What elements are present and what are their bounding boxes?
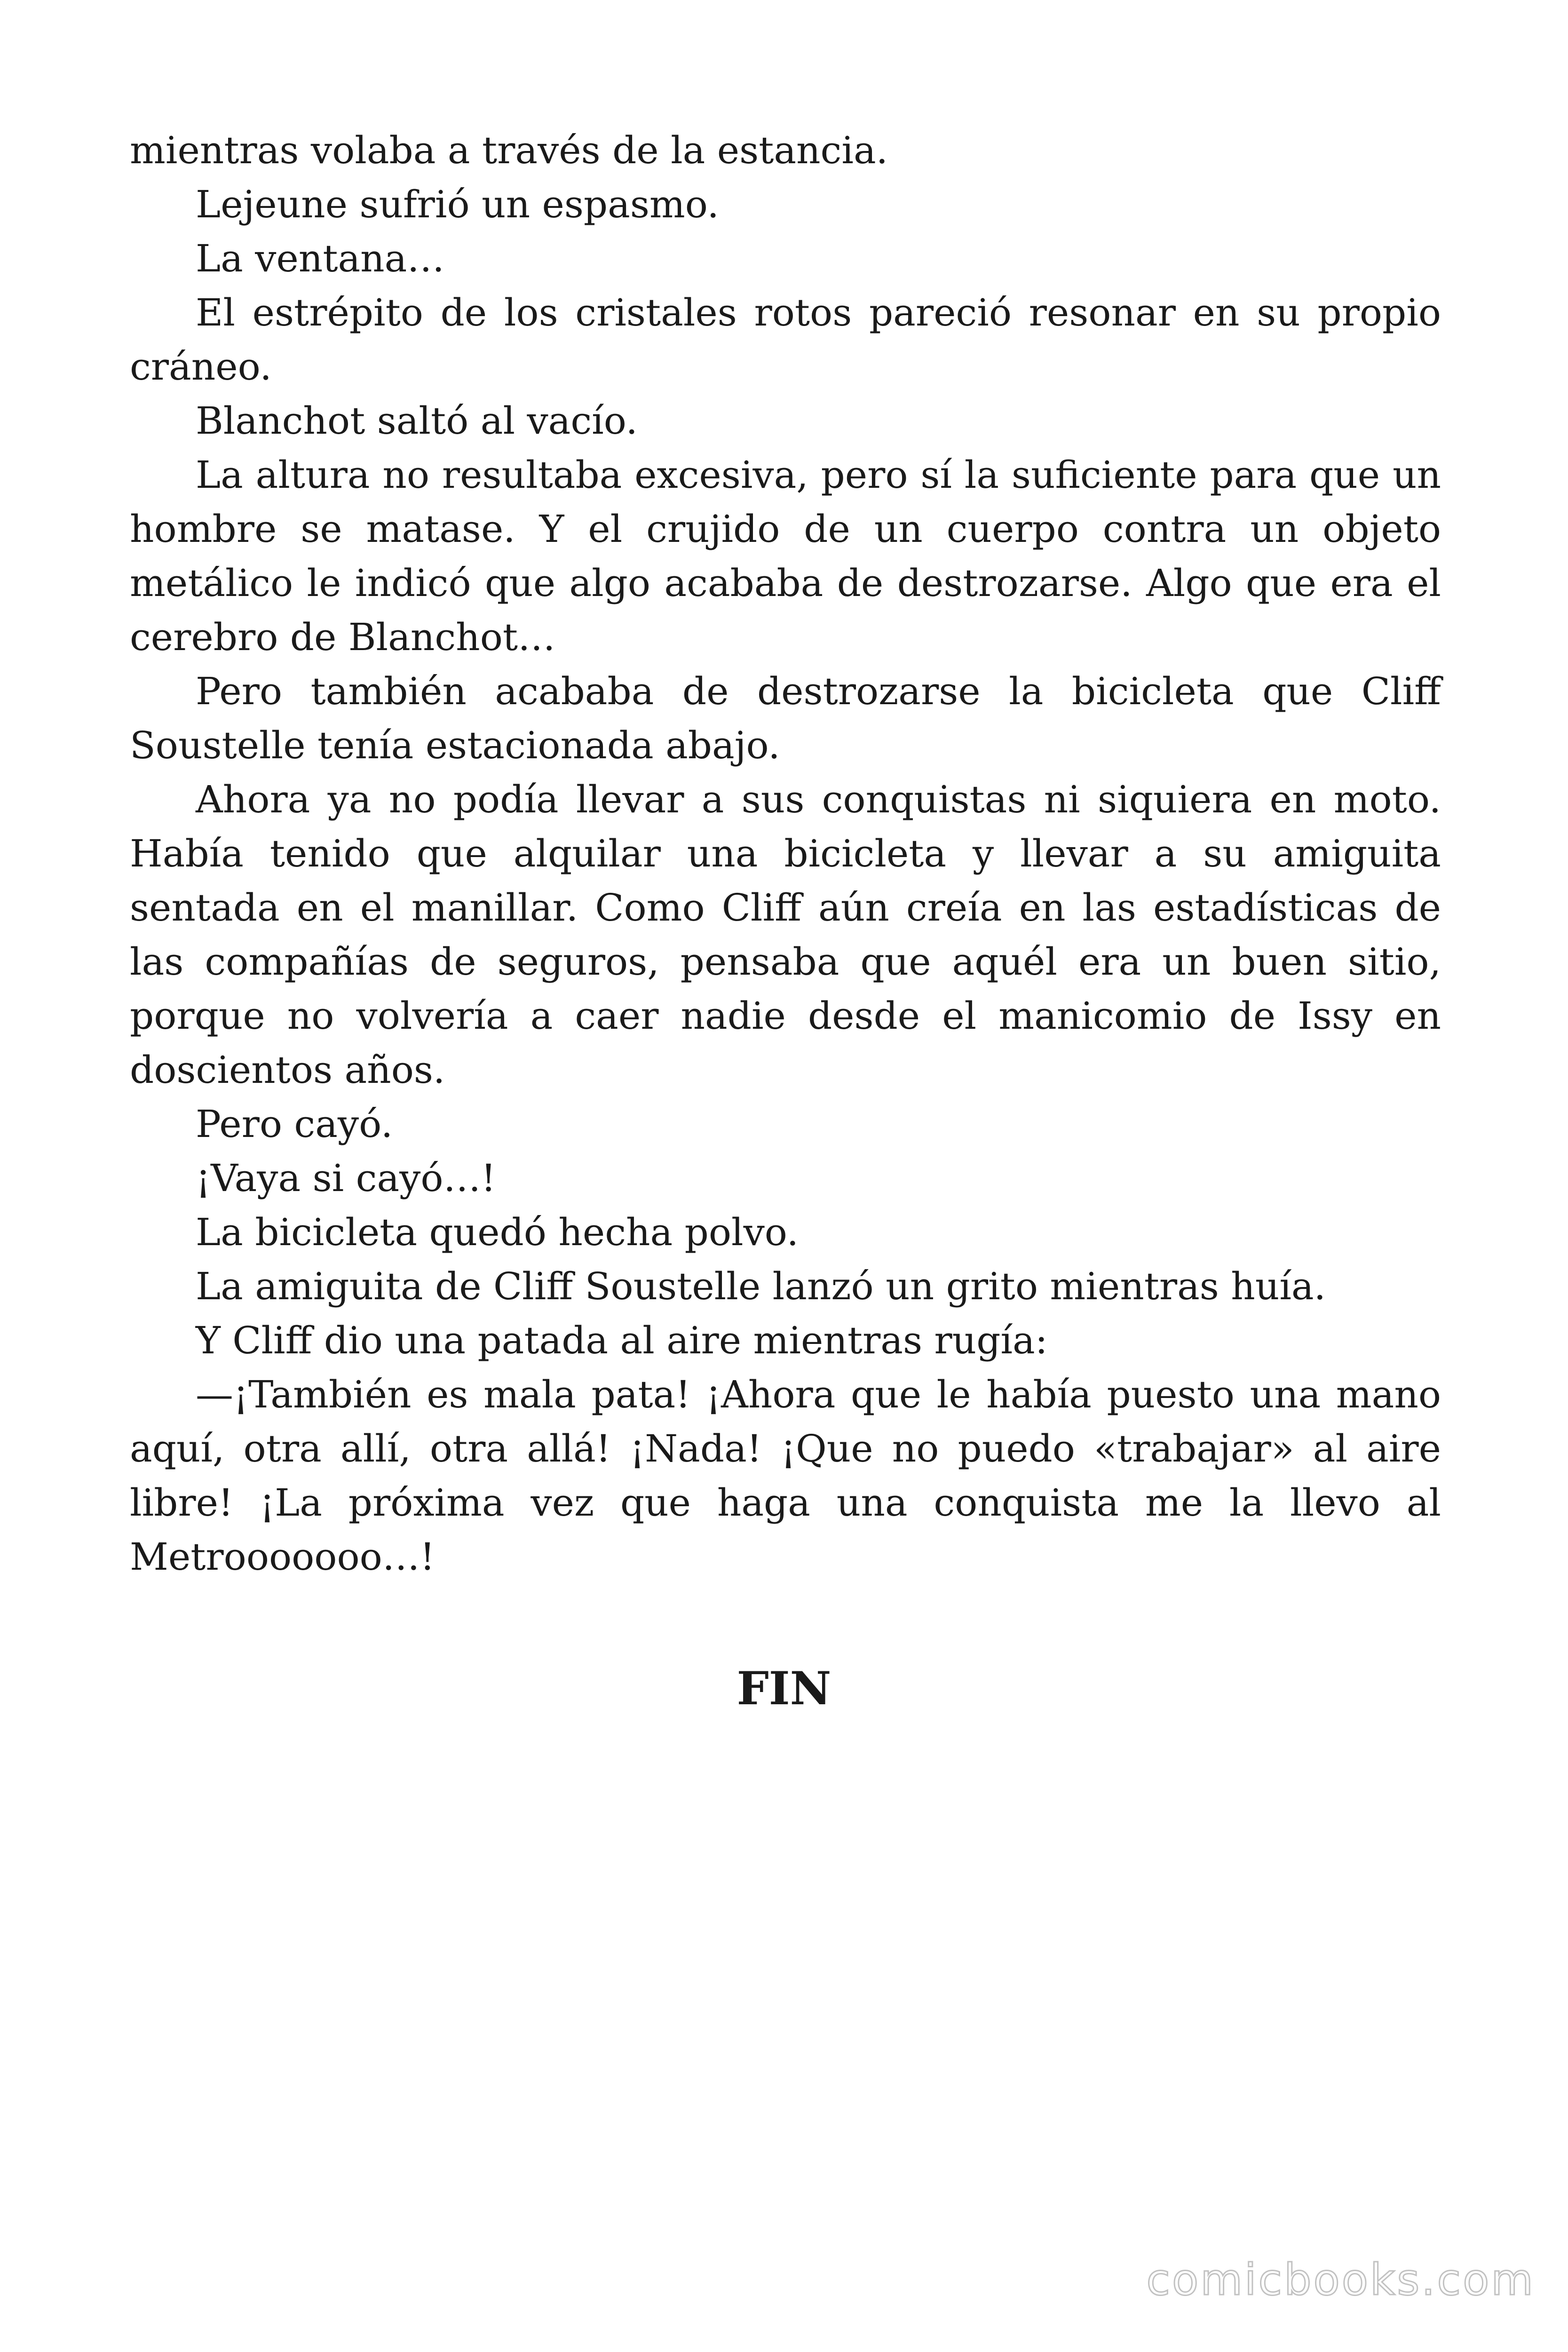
- paragraph-5: Blanchot saltó al vacío.: [196, 399, 638, 443]
- watermark: comicbooks.com: [1146, 2255, 1535, 2305]
- body-text: [130, 123, 1441, 1584]
- paragraph-13: Y Cliff dio una patada al aire mientras rugía:: [196, 1319, 1048, 1362]
- paragraph-10: ¡Vaya si cayó…!: [196, 1156, 496, 1200]
- paragraph-8: Ahora ya no podía llevar a sus conquistas ni siquiera en moto. Había tenido que alquilar una bicicleta y llevar a su amiguita sentada en el manillar. Como Cliff aún creía en las estadísticas de las compañías de seguros, pensaba que aquél era un buen sitio, porque no volvería a caer nadie desde el manicomio de Issy en doscientos años.: [130, 778, 1441, 1092]
- paragraph-4: El estrépito de los cristales rotos pareció resonar en su propio cráneo.: [130, 291, 1441, 389]
- end-title: FIN: [736, 1662, 832, 1715]
- paragraph-11: La bicicleta quedó hecha polvo.: [196, 1210, 799, 1254]
- paragraph-2: Lejeune sufrió un espasmo.: [196, 183, 719, 226]
- paragraph-6: La altura no resultaba excesiva, pero sí la suficiente para que un hombre se matase. Y el crujido de un cuerpo contra un objeto metálico le indicó que algo acababa de destrozarse. Algo que era el cerebro de Blanchot…: [130, 453, 1441, 659]
- paragraph-3: La ventana…: [196, 237, 445, 280]
- paragraph-9: Pero cayó.: [196, 1102, 393, 1146]
- paragraph-14: —¡También es mala pata! ¡Ahora que le había puesto una mano aquí, otra allí, otra allá! ¡Nada! ¡Que no puedo «trabajar» al aire libre! ¡La próxima vez que haga una conquista me la llevo al Metrooooooo…!: [130, 1373, 1441, 1579]
- paragraph-1: mientras volaba a través de la estancia.: [130, 128, 888, 172]
- paragraph-7: Pero también acababa de destrozarse la bicicleta que Cliff Soustelle tenía estacionada abajo.: [130, 669, 1441, 767]
- paragraph-12: La amiguita de Cliff Soustelle lanzó un grito mientras huía.: [196, 1264, 1326, 1308]
